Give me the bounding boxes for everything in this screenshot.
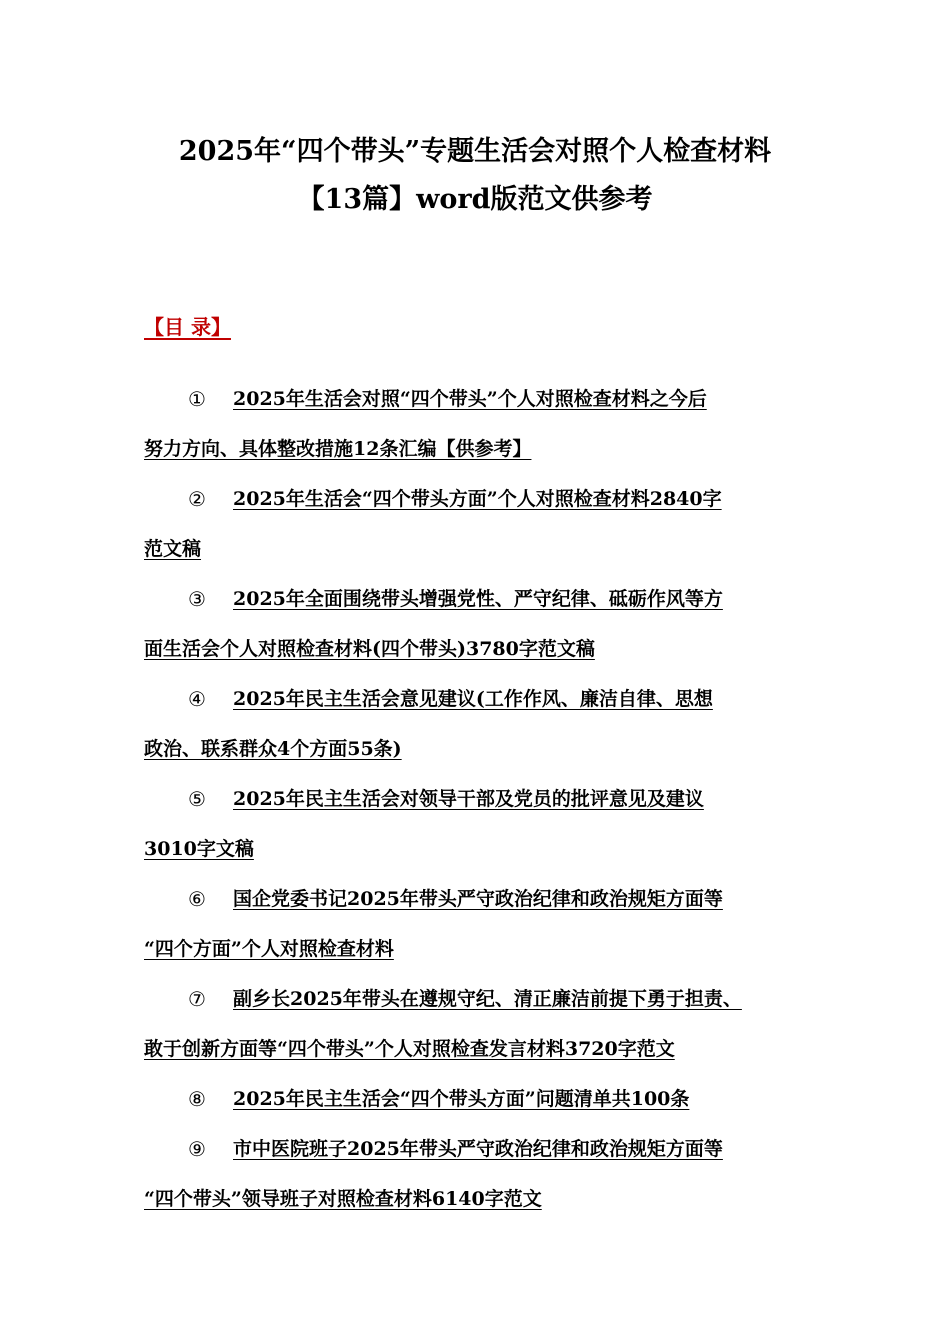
toc-item-number: ③ [188, 587, 206, 611]
title-line-1: 2025年“四个带头”专题生活会对照个人检查材料 [178, 136, 772, 167]
toc-item-9[interactable] [144, 1130, 834, 1230]
toc-item-5[interactable] [144, 780, 834, 880]
toc-item-1[interactable] [144, 380, 834, 480]
toc-item-link-continued[interactable]: 敢于创新方面等“四个带头”个人对照检查发言材料3720字范文 [144, 1038, 675, 1060]
toc-item-line [144, 1180, 834, 1230]
toc-item-link-continued[interactable]: 范文稿 [144, 538, 202, 560]
toc-item-link[interactable]: 国企党委书记2025年带头严守政治纪律和政治规矩方面等 [233, 888, 723, 910]
toc-item-link-continued[interactable]: 面生活会个人对照检查材料(四个带头)3780字范文稿 [144, 638, 595, 660]
toc-item-link[interactable]: 2025年生活会“四个带头方面”个人对照检查材料2840字 [233, 488, 722, 510]
toc-item-8[interactable] [144, 1080, 834, 1130]
toc-item-link-continued[interactable]: 政治、联系群众4个方面55条) [144, 738, 402, 760]
toc-item-line [144, 730, 834, 780]
toc-item-line [144, 930, 834, 980]
toc-item-number: ⑤ [188, 787, 206, 811]
toc-item-line [144, 580, 834, 630]
toc-item-line [144, 1080, 834, 1130]
toc-item-line [144, 980, 834, 1030]
toc-item-line [144, 530, 834, 580]
toc-item-2[interactable] [144, 480, 834, 580]
toc-item-link[interactable]: 2025年民主生活会意见建议(工作作风、廉洁自律、思想 [233, 688, 713, 710]
toc-item-number: ① [188, 387, 206, 411]
toc-item-line [144, 680, 834, 730]
toc-list [144, 380, 834, 1230]
title-line-2: 【13篇】word版范文供参考 [297, 184, 653, 215]
toc-item-number: ⑦ [188, 987, 206, 1011]
toc-item-line [144, 630, 834, 680]
document-title [0, 128, 950, 224]
toc-item-line [144, 880, 834, 930]
toc-item-link-continued[interactable]: 3010字文稿 [144, 838, 254, 860]
toc-item-line [144, 430, 834, 480]
toc-item-number: ⑨ [188, 1137, 206, 1161]
toc-item-7[interactable] [144, 980, 834, 1080]
toc-item-link[interactable]: 市中医院班子2025年带头严守政治纪律和政治规矩方面等 [233, 1138, 723, 1160]
toc-item-link[interactable]: 2025年生活会对照“四个带头”个人对照检查材料之今后 [233, 388, 707, 410]
toc-item-6[interactable] [144, 880, 834, 980]
toc-item-link-continued[interactable]: “四个方面”个人对照检查材料 [144, 938, 394, 960]
toc-item-number: ② [188, 487, 206, 511]
toc-item-link[interactable]: 2025年全面围绕带头增强党性、严守纪律、砥砺作风等方 [233, 588, 723, 610]
toc-item-number: ⑥ [188, 887, 206, 911]
toc-item-line [144, 830, 834, 880]
toc-item-link[interactable]: 2025年民主生活会对领导干部及党员的批评意见及建议 [233, 788, 704, 810]
toc-item-4[interactable] [144, 680, 834, 780]
toc-item-number: ④ [188, 687, 206, 711]
toc-item-line [144, 380, 834, 430]
toc-item-link[interactable]: 副乡长2025年带头在遵规守纪、清正廉洁前提下勇于担责、 [233, 988, 742, 1010]
toc-item-link[interactable]: 2025年民主生活会“四个带头方面”问题清单共100条 [233, 1088, 690, 1110]
toc-heading: 【目 录】 [144, 315, 231, 339]
toc-item-link-continued[interactable]: 努力方向、具体整改措施12条汇编【供参考】 [144, 438, 532, 460]
toc-item-line [144, 780, 834, 830]
toc-item-line [144, 1130, 834, 1180]
toc-item-3[interactable] [144, 580, 834, 680]
toc-item-number: ⑧ [188, 1087, 206, 1111]
toc-item-line [144, 1030, 834, 1080]
toc-item-link-continued[interactable]: “四个带头”领导班子对照检查材料6140字范文 [144, 1188, 542, 1210]
toc-item-line [144, 480, 834, 530]
